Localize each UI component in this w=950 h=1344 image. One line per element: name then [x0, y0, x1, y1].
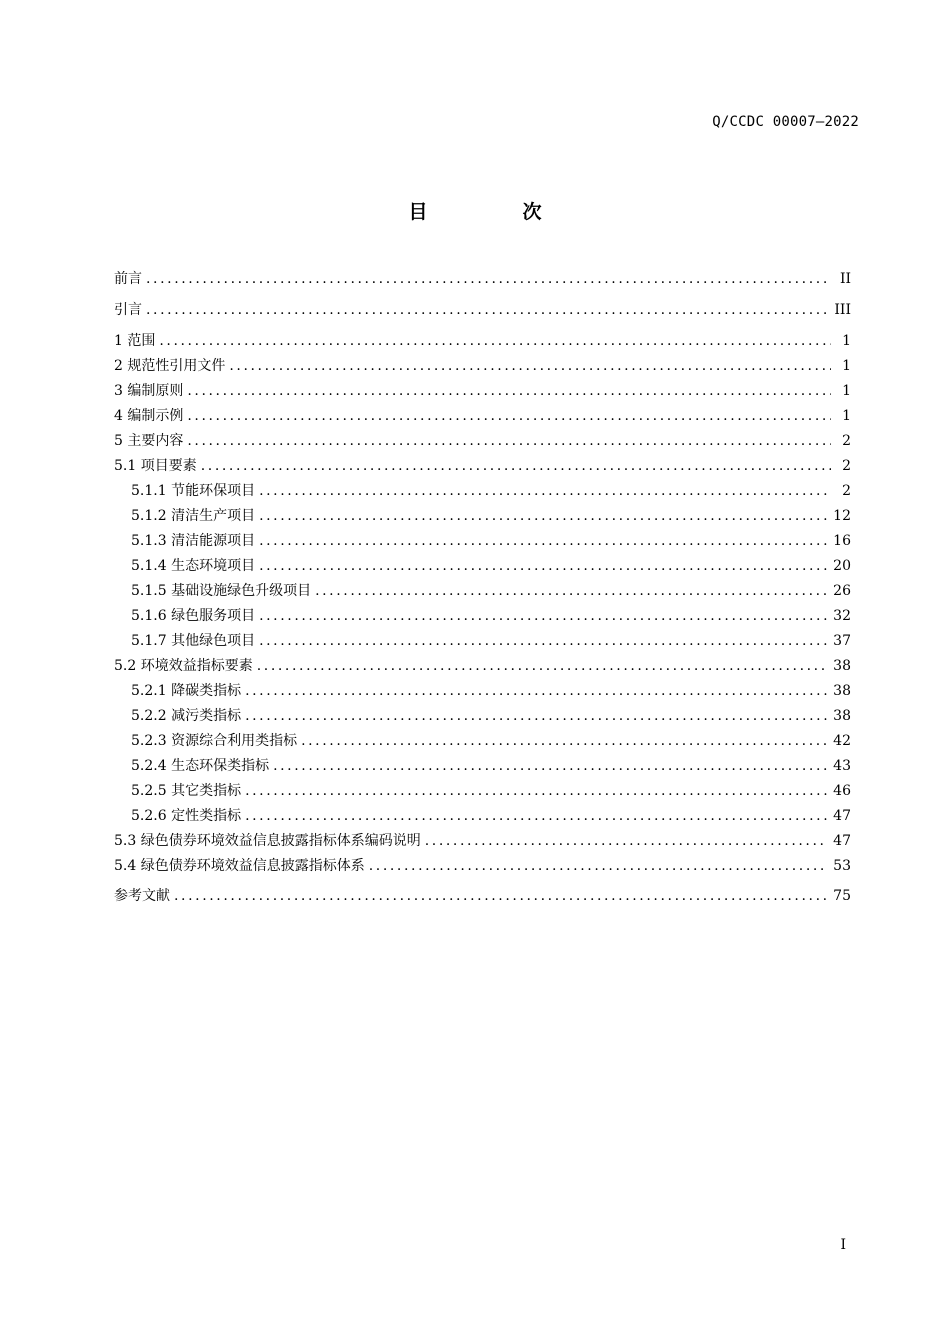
toc-entry[interactable] [114, 530, 851, 552]
toc-entry-label: 5.1.6 绿色服务项目 [131, 608, 256, 624]
toc-entry-label: 5.1.2 清洁生产项目 [131, 508, 256, 524]
toc-entry-page: 1 [842, 383, 851, 399]
toc-entry-page: 2 [842, 433, 851, 449]
toc-entry-label: 参考文献 [114, 888, 170, 904]
toc-leader-dots [229, 355, 831, 377]
toc-entry[interactable] [114, 380, 851, 402]
toc-entry-label: 5.1.4 生态环境项目 [131, 558, 256, 574]
toc-entry[interactable] [114, 555, 851, 577]
toc-entry-label: 5.1.1 节能环保项目 [131, 483, 256, 499]
toc-entry-page: 1 [842, 333, 851, 349]
toc-entry[interactable] [114, 580, 851, 602]
toc-entry-page: 37 [833, 633, 851, 649]
toc-entry-label: 5.2.2 减污类指标 [131, 708, 242, 724]
toc-entry-label: 5.2.6 定性类指标 [131, 808, 242, 824]
toc-leader-dots [369, 855, 827, 877]
toc-entry-page: 47 [833, 808, 851, 824]
toc-leader-dots [257, 655, 827, 677]
toc-entry-page: 32 [833, 608, 851, 624]
toc-entry-label: 5.1.5 基础设施绿色升级项目 [131, 583, 312, 599]
toc-entry[interactable] [114, 430, 851, 452]
toc-leader-dots [259, 605, 827, 627]
toc-entry-page: 46 [833, 783, 851, 799]
toc-entry-page: 1 [842, 358, 851, 374]
toc-entry-page: II [839, 271, 851, 287]
toc-entry-label: 引言 [114, 302, 142, 318]
toc-entry-page: 38 [833, 708, 851, 724]
toc-leader-dots [259, 555, 827, 577]
toc-entry[interactable] [114, 480, 851, 502]
toc-entry-page: 75 [833, 888, 851, 904]
toc-entry-label: 4 编制示例 [114, 408, 184, 424]
toc-entry-label: 5.2.1 降碳类指标 [131, 683, 242, 699]
toc-leader-dots [259, 630, 827, 652]
toc-entry-label: 5.1.7 其他绿色项目 [131, 633, 256, 649]
toc-entry-page: 12 [833, 508, 851, 524]
toc-entry[interactable] [114, 505, 851, 527]
toc-title: 目 次 [408, 201, 580, 223]
toc-entry[interactable] [114, 355, 851, 377]
toc-entry[interactable] [114, 605, 851, 627]
toc-leader-dots [245, 680, 827, 702]
toc-entry[interactable] [114, 805, 851, 827]
toc-entry[interactable] [114, 405, 851, 427]
toc-leader-dots [201, 455, 831, 477]
toc-leader-dots [245, 705, 827, 727]
toc-entry-page: 38 [833, 683, 851, 699]
toc-leader-dots [159, 330, 831, 352]
toc-entry-page: 47 [833, 833, 851, 849]
toc-entry[interactable] [114, 630, 851, 652]
toc-entry[interactable] [114, 680, 851, 702]
toc-leader-dots [259, 480, 831, 502]
toc-entry-page: III [834, 302, 851, 318]
toc-entry-label: 1 范围 [114, 333, 156, 349]
toc-entry-label: 3 编制原则 [114, 383, 184, 399]
toc-entry-label: 5.1.3 清洁能源项目 [131, 533, 256, 549]
toc-entry-label: 5.2.5 其它类指标 [131, 783, 242, 799]
toc-entry-page: 2 [842, 458, 851, 474]
toc-entry[interactable] [114, 330, 851, 352]
toc-leader-dots [259, 530, 827, 552]
toc-leader-dots [301, 730, 827, 752]
toc-leader-dots [187, 405, 831, 427]
page-number: I [840, 1237, 846, 1253]
toc-leader-dots [187, 380, 831, 402]
toc-entry-label: 5 主要内容 [114, 433, 184, 449]
toc-entry-label: 5.2 环境效益指标要素 [114, 658, 253, 674]
toc-entry-page: 43 [833, 758, 851, 774]
toc-entry-label: 前言 [114, 271, 142, 287]
toc-leader-dots [259, 505, 827, 527]
toc-entry[interactable] [114, 455, 851, 477]
toc-entry[interactable] [114, 299, 851, 321]
document-code: Q/CCDC 00007—2022 [712, 114, 859, 130]
toc-entry-label: 5.2.4 生态环保类指标 [131, 758, 270, 774]
toc-leader-dots [315, 580, 827, 602]
toc-entry[interactable] [114, 268, 851, 290]
toc-entry-page: 53 [833, 858, 851, 874]
toc-entry[interactable] [114, 755, 851, 777]
toc-entry-label: 5.4 绿色债券环境效益信息披露指标体系 [114, 858, 365, 874]
toc-entry-page: 16 [833, 533, 851, 549]
toc-leader-dots [245, 780, 827, 802]
toc-leader-dots [146, 268, 831, 290]
toc-leader-dots [245, 805, 827, 827]
toc-entry-page: 2 [842, 483, 851, 499]
toc-entry-label: 2 规范性引用文件 [114, 358, 226, 374]
toc-leader-dots [273, 755, 827, 777]
toc-entry[interactable] [114, 655, 851, 677]
toc-entry-page: 38 [833, 658, 851, 674]
toc-entry[interactable] [114, 855, 851, 877]
toc-entry[interactable] [114, 780, 851, 802]
toc-entry[interactable] [114, 705, 851, 727]
toc-entry-page: 1 [842, 408, 851, 424]
toc-entry-page: 26 [833, 583, 851, 599]
toc-entry-page: 42 [833, 733, 851, 749]
toc-entry-label: 5.3 绿色债券环境效益信息披露指标体系编码说明 [114, 833, 421, 849]
toc-entry-label: 5.2.3 资源综合利用类指标 [131, 733, 298, 749]
toc-entry[interactable] [114, 730, 851, 752]
toc-entry[interactable] [114, 830, 851, 852]
toc-entry-label: 5.1 项目要素 [114, 458, 197, 474]
toc-entry[interactable] [114, 885, 851, 907]
toc-leader-dots [146, 299, 828, 321]
toc-leader-dots [425, 830, 827, 852]
toc-leader-dots [187, 430, 831, 452]
toc-leader-dots [174, 885, 827, 907]
toc-entry-page: 20 [833, 558, 851, 574]
